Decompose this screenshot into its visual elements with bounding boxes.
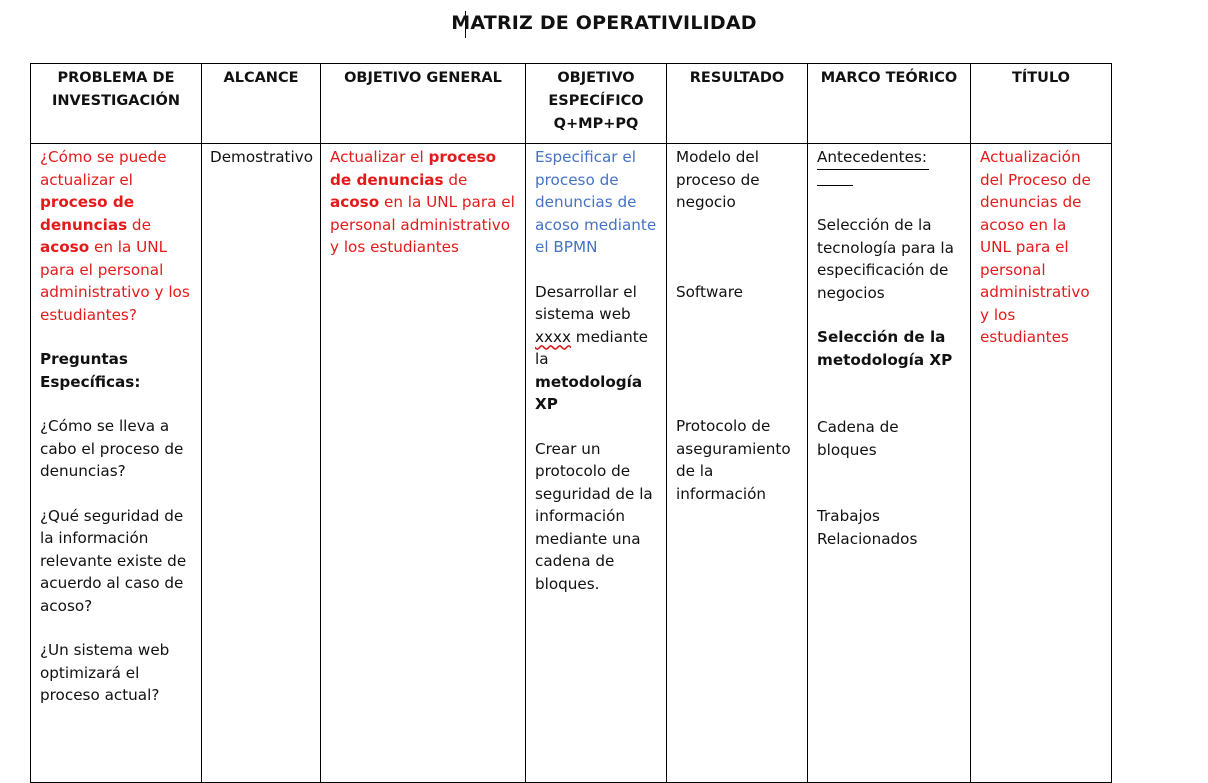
header-marco-teorico: MARCO TEÓRICO — [808, 64, 971, 144]
header-alcance: ALCANCE — [202, 64, 321, 144]
header-objetivo-general: OBJETIVO GENERAL — [321, 64, 526, 144]
general-objective-bold: acoso — [330, 193, 380, 211]
general-objective-part: Actualizar el — [330, 148, 429, 166]
marco-item: Cadena de bloques — [817, 418, 899, 459]
research-question-part: en la UNL para el personal administrativo y los estudiantes? — [40, 238, 190, 324]
specific-question: ¿Cómo se lleva a cabo el proceso de denuncias? — [40, 417, 184, 480]
general-objective-part: en la UNL para el personal administrativo y los estudiantes — [330, 193, 515, 256]
specific-question: ¿Un sistema web optimizará el proceso actual? — [40, 641, 170, 704]
header-problema: PROBLEMA DE INVESTIGACIÓN — [31, 64, 202, 144]
specific-objective-2 — [535, 281, 657, 416]
cell-resultado[interactable] — [667, 144, 808, 783]
header-objetivo-especifico — [526, 64, 667, 144]
general-objective-bold: proceso de denuncias — [330, 148, 497, 189]
research-question-part: ¿Cómo se puede actualizar el — [40, 148, 167, 189]
result-2: Software — [676, 282, 743, 301]
antecedentes-blank — [817, 185, 853, 186]
result-3: Protocolo de aseguramiento de la información — [676, 417, 791, 503]
specific-objective-3: Crear un protocolo de seguridad de la información mediante una cadena de bloques. — [535, 439, 653, 593]
antecedentes-line — [817, 146, 961, 192]
cell-problema[interactable] — [31, 144, 202, 783]
marco-item-bold: Selección de la metodología XP — [817, 328, 953, 369]
specific-objective-part: mediante la — [535, 327, 649, 368]
research-question-bold: proceso de denuncias — [40, 193, 135, 234]
header-resultado: RESULTADO — [667, 64, 808, 144]
spellcheck-flagged-word: xxxx — [535, 327, 571, 346]
document-title: MATRIZ DE OPERATIVILIDAD — [451, 12, 757, 34]
cell-titulo[interactable] — [971, 144, 1112, 783]
research-question-bold: acoso — [40, 238, 90, 256]
antecedentes-label: Antecedentes: — [817, 146, 929, 170]
general-objective-part: de — [443, 170, 468, 189]
thesis-title: Actualización del Proceso de denuncias de acoso en la UNL para el personal administrativo y los estudiantes — [980, 148, 1091, 346]
marco-item: Trabajos Relacionados — [817, 507, 918, 548]
specific-objective-bold: metodología XP — [535, 372, 643, 413]
cell-marco-teorico[interactable] — [808, 144, 971, 783]
operativity-matrix-table — [30, 63, 1112, 783]
header-titulo: TÍTULO — [971, 64, 1112, 144]
specific-objective-part: Desarrollar el sistema web — [535, 282, 637, 323]
specific-objective-1: Especificar el proceso de denuncias de acoso mediante el BPMN — [535, 148, 657, 256]
alcance-value: Demostrativo — [210, 148, 313, 166]
general-objective — [330, 146, 516, 259]
cell-alcance[interactable] — [202, 144, 321, 783]
specific-question: ¿Qué seguridad de la información relevante existe de acuerdo al caso de acoso? — [40, 506, 187, 615]
specific-questions-heading: Preguntas Específicas: — [40, 350, 141, 391]
marco-item: Selección de la tecnología para la especificación de negocios — [817, 216, 954, 302]
cell-objetivo-general[interactable] — [321, 144, 526, 783]
cell-objetivo-especifico[interactable] — [526, 144, 667, 783]
header-row — [31, 64, 1112, 144]
header-objetivo-especifico-line1: OBJETIVO ESPECÍFICO — [548, 70, 644, 109]
header-objetivo-especifico-line2: Q+MP+PQ — [553, 116, 639, 132]
content-row — [31, 144, 1112, 783]
research-question-part: de — [127, 215, 151, 234]
research-question — [40, 146, 192, 326]
result-1: Modelo del proceso de negocio — [676, 148, 760, 211]
